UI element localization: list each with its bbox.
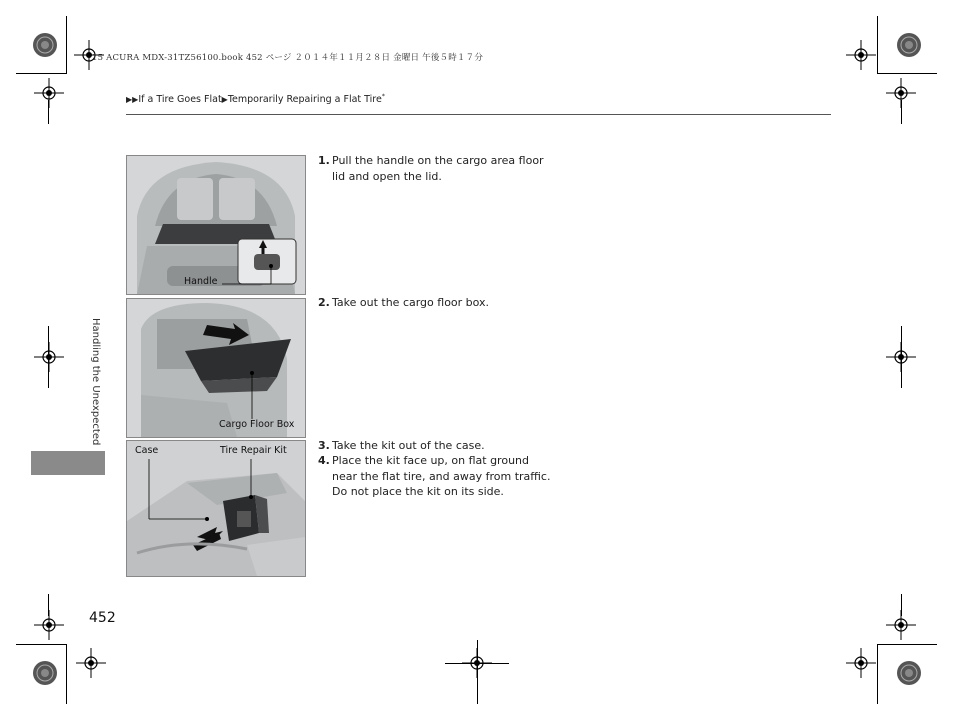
step-4: [318, 453, 557, 500]
callout-case: Case: [135, 445, 159, 456]
crosshair-icon: [34, 342, 64, 372]
crop-mark: [66, 644, 67, 704]
registration-mark-icon: [894, 30, 924, 60]
crop-mark: [66, 16, 67, 74]
crop-mark: [877, 73, 937, 74]
figure-remove-cargo-box: [126, 298, 306, 438]
double-arrow-icon: ▶▶: [126, 95, 139, 105]
step-number: 3.: [318, 439, 330, 452]
crop-mark: [48, 594, 49, 616]
crop-mark: [477, 640, 478, 704]
crop-mark: [877, 644, 937, 645]
breadcrumb-part-1[interactable]: If a Tire Goes Flat: [138, 94, 222, 106]
step-number: 2.: [318, 296, 330, 309]
crop-mark: [901, 100, 902, 124]
print-header-note: 15 ACURA MDX-31TZ56100.book 452 ページ ２０１４年１１月２８日 金曜日 午後５時１７分: [92, 53, 484, 63]
step-text: Take out the cargo floor box.: [332, 296, 490, 309]
step-text: Pull the handle on the cargo area floor lid and open the lid.: [332, 154, 544, 183]
crosshair-icon: [34, 78, 64, 108]
step-1: [318, 153, 557, 184]
side-chapter-tab: [31, 451, 105, 475]
step-3: [318, 438, 557, 454]
callout-tire-repair-kit: Tire Repair Kit: [220, 445, 287, 456]
breadcrumb-part-2[interactable]: Temporarily Repairing a Flat Tire: [227, 94, 382, 106]
side-chapter-label: Handling the Unexpected: [90, 318, 101, 446]
crop-mark: [877, 644, 878, 704]
figure-open-floor-lid: [126, 155, 306, 295]
crop-mark: [901, 594, 902, 616]
step-2: [318, 295, 557, 311]
crop-mark: [877, 16, 878, 74]
figure-remove-tire-repair-kit: [126, 440, 306, 577]
arrow-icon: ▶: [221, 95, 228, 105]
crop-mark: [48, 100, 49, 124]
callout-handle: Handle: [184, 276, 218, 287]
crop-mark: [901, 326, 902, 388]
crosshair-icon: [846, 648, 876, 678]
crop-mark: [16, 644, 66, 645]
crop-mark: [16, 73, 66, 74]
header-rule: [126, 114, 831, 115]
crosshair-icon: [76, 648, 106, 678]
registration-mark-icon: [30, 30, 60, 60]
registration-mark-icon: [894, 658, 924, 688]
breadcrumb: [126, 93, 385, 105]
crosshair-icon: [846, 40, 876, 70]
footnote-mark: *: [381, 93, 385, 100]
callout-cargo-floor-box: Cargo Floor Box: [219, 419, 295, 430]
step-number: 4.: [318, 454, 330, 467]
crop-mark: [48, 326, 49, 388]
crosshair-icon: [34, 610, 64, 640]
step-text: Take the kit out of the case.: [332, 439, 485, 452]
step-text: Place the kit face up, on flat ground near the flat tire, and away from traffic. Do not place the kit on its side.: [332, 454, 551, 498]
registration-mark-icon: [30, 658, 60, 688]
page-number: 452: [89, 610, 116, 626]
step-number: 1.: [318, 154, 330, 167]
